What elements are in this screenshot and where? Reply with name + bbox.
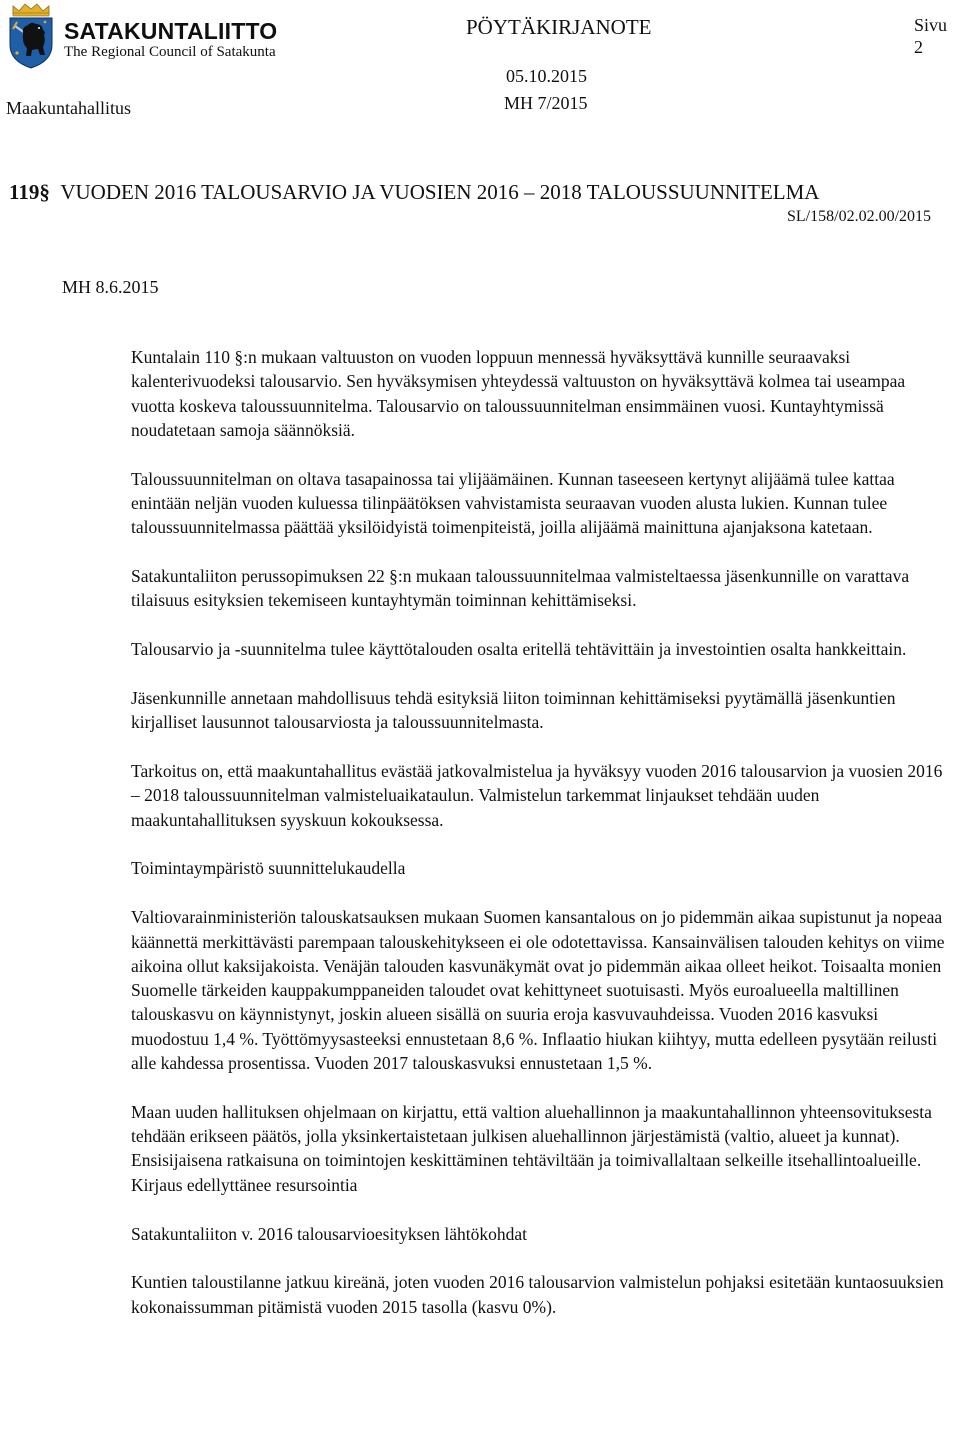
paragraph: Jäsenkunnille annetaan mahdollisuus tehdä esityksiä liiton toiminnan kehittämiseksi pyytämällä jäsenkuntien kirjalliset lausunnot talousarviosta ja taloussuunnitelmasta.	[131, 687, 896, 733]
paragraph: Satakuntaliiton perussopimuksen 22 §:n mukaan taloussuunnitelmaa valmisteltaessa jäsenkunnille on varattava tilaisuus esityksien tekemiseen kuntayhtymän toiminnan kehittämiseksi.	[131, 566, 910, 611]
page-number: Sivu 2	[914, 15, 948, 57]
paragraph: Taloussuunnitelman on oltava tasapainossa tai ylijäämäinen. Kunnan taseeseen kertynyt alijäämä tulee kattaa enintään neljän vuoden kuluessa tilinpäätöksen vahvistamista seuraavan vuoden alusta lukien. Kunnan tulee taloussuunnitelmassa päättää yksilöidyistä toimenpiteistä, joilla alijäämä mainittuna ajanjaksona katetaan.	[131, 468, 895, 538]
section-heading	[9, 180, 819, 205]
document-body	[131, 345, 953, 1343]
subheading: Satakuntaliiton v. 2016 talousarvioesityksen lähtökohdat	[131, 1223, 527, 1244]
subheading: Toimintaympäristö suunnittelukaudella	[131, 858, 406, 879]
paragraph: Kuntien taloustilanne jatkuu kireänä, joten vuoden 2016 talousarvion valmistelun pohjaksi esitetään kuntaosuuksien kokonaissumman pitämistä vuoden 2015 tasolla (kasvu 0%).	[131, 1272, 944, 1317]
section-number: 119§	[9, 180, 50, 204]
document-date: 05.10.2015	[506, 66, 587, 86]
document-type: PÖYTÄKIRJANOTE	[466, 15, 652, 39]
paragraph: Talousarvio ja -suunnitelma tulee käyttötalouden osalta eritellä tehtävittäin ja investointien osalta hankkeittain.	[131, 639, 907, 660]
organization-name: SATAKUNTALIITTO	[64, 18, 278, 44]
governing-body: Maakuntahallitus	[6, 98, 131, 118]
section-title: VUODEN 2016 TALOUSARVIO JA VUOSIEN 2016 – 2018 TALOUSSUUNNITELMA	[60, 180, 820, 204]
meeting-number: MH 7/2015	[504, 93, 588, 113]
satakunta-coat-of-arms-icon	[5, 3, 57, 69]
paragraph: Tarkoitus on, että maakuntahallitus evästää jatkovalmistelua ja hyväksyy vuoden 2016 talousarvion ja vuosien 2016 – 2018 taloussuunnitelman valmisteluaikataulun. Valmistelun tarkemmat linjaukset tehdään uuden maakuntahallituksen syyskuun kokouksessa.	[131, 761, 943, 830]
paragraph: Valtiovarainministeriön talouskatsauksen mukaan Suomen kansantalous on jo pidemmän aikaa supistunut ja nopeaa käännettä merkittävästi parempaan talouskehitykseen ei ole odotettavissa. Kansainvälisen talouden kehitys on viime aikoina ollut kaksijakoista. Venäjän talouden kasvunäkymät ovat jo pidemmän aikaa olleet heikot. Toisaalta monien Suomelle tärkeiden kauppakumppaneiden taloudet ovat kehittyneet suotuisasti. Myös euroalueella maltillinen talouskasvu on käynnistynyt, joskin alueen sisällä on suuria eroja kasvuvauhdeissa. Vuoden 2016 kasvuksi muodostuu 1,4 %. Työttömyysasteeksi ennustetaan 8,6 %. Inflaatio hiukan kiihtyy, mutta edelleen pysytään reilusti alle kahdessa prosentissa. Vuoden 2017 talouskasvuksi ennustetaan 1,5 %.	[131, 907, 945, 1074]
document-reference: SL/158/02.02.00/2015	[787, 208, 932, 225]
previous-meeting-date: MH 8.6.2015	[62, 277, 159, 297]
paragraph: Maan uuden hallituksen ohjelmaan on kirjattu, että valtion aluehallinnon ja maakuntahallinnon yhteensovituksesta tehdään erikseen päätös, jolla yksinkertaistetaan julkisen aluehallinnon järjestämistä (valtio, alueet ja kunnat). Ensisijaisena ratkaisuna on toimintojen keskittäminen tehtäviltään ja toimivallaltaan selkeille itsehallintoalueille. Kirjaus edellyttänee resursointia	[131, 1101, 932, 1195]
paragraph: Kuntalain 110 §:n mukaan valtuuston on vuoden loppuun mennessä hyväksyttävä kunnille seuraavaksi kalenterivuodeksi talousarvio. Sen hyväksymisen yhteydessä valtuuston on hyväksyttävä kolmea tai useampaa vuotta koskeva taloussuunnitelma. Talousarvio on taloussuunnitelman ensimmäinen vuosi. Kuntayhtymissä noudatetaan samoja säännöksiä.	[131, 347, 906, 440]
organization-subtitle: The Regional Council of Satakunta	[64, 44, 276, 60]
